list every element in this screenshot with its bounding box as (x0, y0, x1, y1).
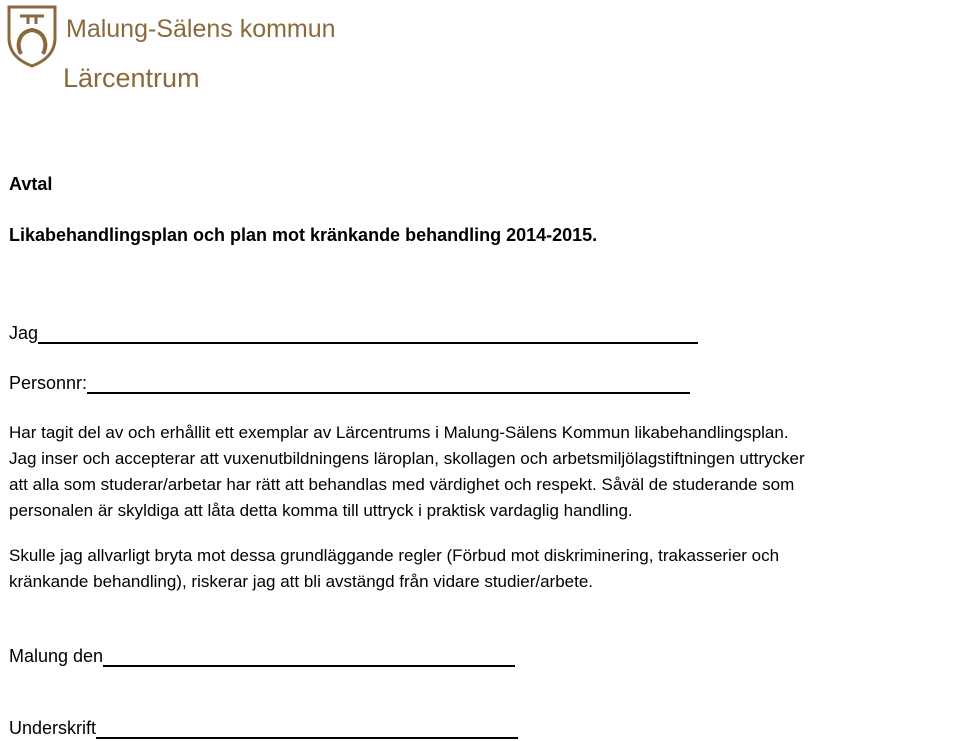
name-label: Jag (9, 323, 39, 343)
place-date-label: Malung den (9, 646, 104, 666)
paragraph-2-line: kränkande behandling), riskerar jag att bli avstängd från vidare studier/arbete. (9, 572, 594, 591)
name-input-line[interactable] (38, 324, 698, 344)
signature-label: Underskrift (9, 718, 97, 738)
paragraph-2-line: Skulle jag allvarligt bryta mot dessa grundläggande regler (Förbud mot diskriminering, trakasserier och (9, 546, 780, 565)
paragraph-1-line: personalen är skyldiga att låta detta komma till uttryck i praktisk vardaglig handling. (9, 501, 633, 520)
organization-name: Malung-Sälens kommun (66, 15, 336, 43)
unit-name: Lärcentrum (63, 63, 200, 93)
municipal-shield-icon (6, 4, 58, 68)
document-subtitle: Likabehandlingsplan och plan mot kränkande behandling 2014-2015. (9, 225, 598, 245)
signature-field (9, 717, 518, 739)
personnr-input-line[interactable] (87, 374, 690, 394)
agreement-paragraph-2 (9, 543, 954, 595)
name-field (9, 322, 698, 344)
signature-input-line[interactable] (96, 719, 518, 739)
paragraph-1-line: Har tagit del av och erhållit ett exemplar av Lärcentrums i Malung-Sälens Kommun likabehandlingsplan. (9, 423, 789, 442)
agreement-paragraph-1 (9, 420, 954, 524)
paragraph-1-line: Jag inser och accepterar att vuxenutbildningens läroplan, skollagen och arbetsmiljölagstiftningen uttrycker (9, 449, 805, 468)
place-date-field (9, 645, 515, 667)
place-date-input-line[interactable] (103, 647, 515, 667)
personnr-label: Personnr: (9, 373, 88, 393)
paragraph-1-line: att alla som studerar/arbetar har rätt att behandlas med värdighet och respekt. Såväl de studerande som (9, 475, 795, 494)
document-title: Avtal (9, 174, 53, 194)
personnr-field (9, 372, 690, 394)
